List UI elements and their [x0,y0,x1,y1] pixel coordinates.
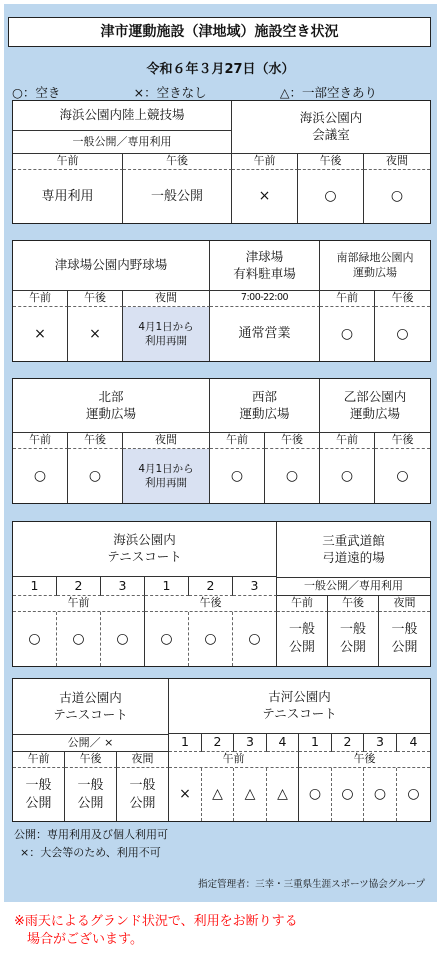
status-cell: 4月1日から 利用再開 [123,307,210,361]
facility-name: 乙部公園内 運動広場 [320,379,430,433]
court-number: 3 [234,734,267,752]
status-cell: 4月1日から 利用再開 [123,449,210,503]
status-cell: ○ [320,449,375,503]
status-cell: 専用利用 [13,170,123,223]
period-header: 午前 [13,596,145,612]
facility-name: 南部緑地公園内 運動広場 [320,241,430,291]
status-cell: ○ [364,768,397,821]
period-header: 午後 [68,291,123,307]
status-cell: ○ [233,612,277,666]
status-cell: ○ [265,449,320,503]
period-header: 午後 [145,596,277,612]
period-header: 夜間 [379,596,430,612]
status-cell: △ [234,768,267,821]
status-cell: 一般 公開 [13,768,65,821]
court-number: 1 [169,734,202,752]
status-cell: △ [267,768,299,821]
facility-sub: 一般公開／専用利用 [277,577,430,596]
status-cell: × [68,307,123,361]
court-number: 1 [299,734,332,752]
court-number: 3 [364,734,397,752]
period-header: 午後 [265,433,320,449]
status-cell: ○ [390,188,404,205]
period-header: 夜間 [123,433,210,449]
facility-name: 海浜公園内陸上競技場 [13,101,232,130]
facility-name: 西部 運動広場 [210,379,320,433]
status-cell: ○ [210,449,265,503]
court-number: 1 [13,577,57,596]
period-header: 午前 [277,596,328,612]
status-cell: 一般 公開 [117,768,169,821]
note-unavailable: ×：大会等のため、利用不可 [20,846,161,859]
court-number: 3 [233,577,277,596]
legend-partial: △：一部空きあり [279,85,377,100]
status-cell: ○ [320,307,375,361]
table-seaside-track-meeting [12,100,431,224]
period-header: 午後 [299,752,430,768]
period-header: 午前 [169,752,299,768]
status-cell: ○ [101,612,145,666]
status-cell: ○ [13,612,57,666]
status-cell: ○ [68,449,123,503]
status-cell: ○ [396,467,409,484]
legend-full: ×：空きなし [133,85,207,100]
facility-name: 古道公園内 テニスコート [13,679,169,734]
period-header: 午後 [375,433,430,449]
rain-warning [14,913,298,949]
status-cell: ○ [13,449,68,503]
facility-name: 海浜公園内 会議室 [232,101,430,154]
court-number: 3 [101,577,145,596]
status-cell: 一般 公開 [277,612,328,666]
table-tennis-kyudo [12,521,431,667]
period-header: 午前 [13,154,123,170]
period-header: 午後 [68,433,123,449]
report-date: 令和６年３月27日（水） [146,62,295,77]
table-baseball-parking [12,240,431,362]
status-cell: ○ [298,170,364,223]
status-cell: ○ [189,612,233,666]
facility-name: 北部 運動広場 [13,379,210,433]
status-cell: × [13,307,68,361]
facility-name: 海浜公園内 テニスコート [13,522,277,577]
period-header: 午後 [65,752,117,768]
status-cell: 一般 公開 [391,622,418,655]
facility-sub: 一般公開／専用利用 [13,130,232,154]
period-header: 午後 [298,154,364,170]
period-header: 午前 [320,291,375,307]
period-header: 午後 [123,154,232,170]
period-header: 午前 [13,291,68,307]
period-header: 午後 [328,596,379,612]
status-cell: × [232,170,298,223]
rain-warning-line2: 場合がございます。 [27,932,143,947]
period-header: 午後 [375,291,430,307]
period-header: 午前 [13,752,65,768]
facility-sub: 公開／ × [13,734,169,752]
table-sports-grounds [12,378,431,504]
table-tennis-kodo-kogawa [12,678,431,822]
court-number: 2 [202,734,234,752]
status-cell: ○ [299,768,332,821]
court-number: 2 [332,734,364,752]
facility-name: 古河公園内 テニスコート [169,679,430,734]
facility-name: 津球場公園内野球場 [13,241,210,291]
period-header: 夜間 [364,154,430,170]
status-cell: ○ [332,768,364,821]
court-number: 4 [267,734,299,752]
court-number: 2 [189,577,233,596]
court-number: 2 [57,577,101,596]
period-header: 7:00-22:00 [210,291,320,307]
status-cell: 一般 公開 [65,768,117,821]
court-number: 4 [397,734,430,752]
facility-name: 三重武道館 弓道遠的場 [322,532,385,565]
manager-credit: 指定管理者：三幸・三重県生涯スポーツ協会グループ [198,879,425,890]
legend-available: ○：空き [12,85,61,100]
status-cell: 一般 公開 [328,612,379,666]
court-number: 1 [145,577,189,596]
period-header: 夜間 [123,291,210,307]
page-title: 津市運動施設（津地域）施設空き状況 [8,17,431,47]
period-header: 夜間 [117,752,169,768]
rain-warning-line1: ※雨天によるグランド状況で、利用をお断りする [14,914,298,929]
status-cell: ○ [145,612,189,666]
status-cell: 通常営業 [210,307,320,361]
period-header: 午前 [13,433,68,449]
period-header: 午前 [210,433,265,449]
status-cell: △ [202,768,234,821]
period-header: 午前 [320,433,375,449]
note-public: 公開：専用利用及び個人利用可 [14,828,168,841]
period-header: 午前 [232,154,298,170]
legend [12,83,437,101]
facility-name: 津球場 有料駐車場 [210,241,320,291]
status-cell: ○ [396,325,409,342]
status-cell: × [169,768,202,821]
status-cell: ○ [57,612,101,666]
status-cell: ○ [407,786,420,803]
status-cell: 一般公開 [123,170,232,223]
